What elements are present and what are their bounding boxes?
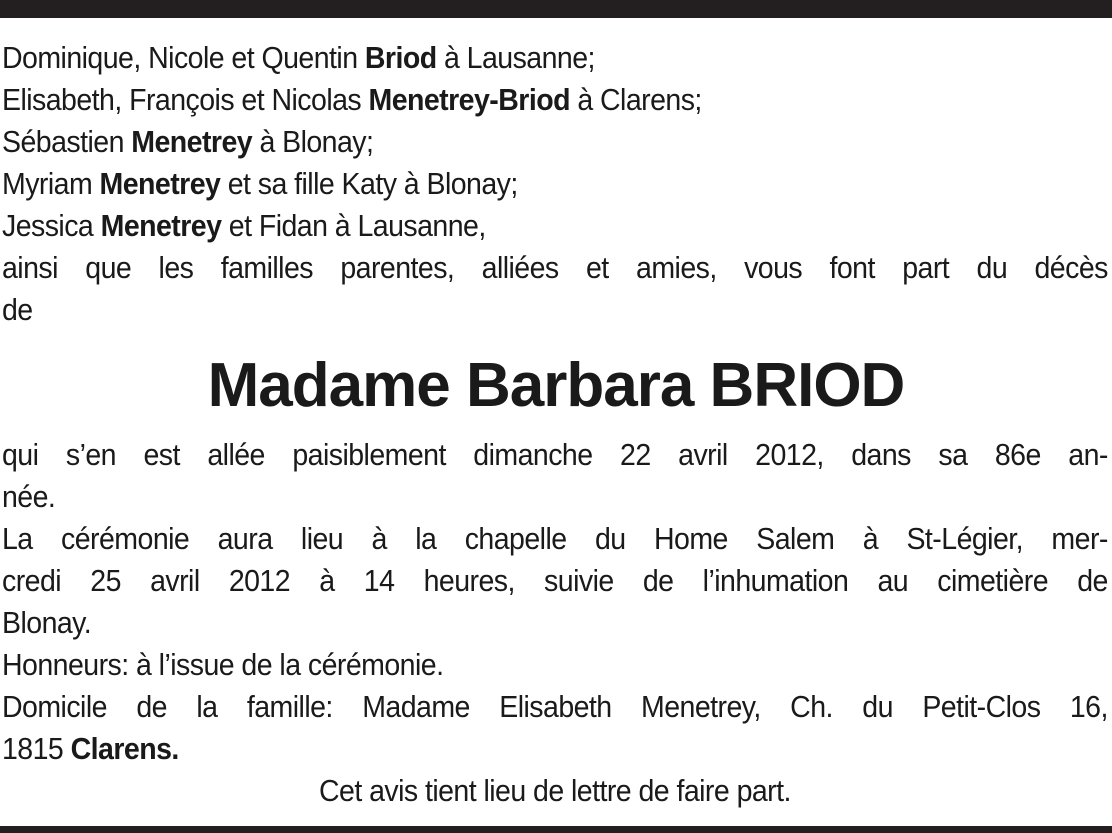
top-rule <box>0 0 1112 18</box>
family-line-4-place: et sa fille Katy à Blonay; <box>220 166 518 201</box>
domicile-line-1: Domicile de la famille: Madame Elisabeth Menetrey, Ch. du Petit-Clos 16, <box>2 689 1108 724</box>
family-line-5-place: et Fidan à Lausanne, <box>221 208 486 243</box>
family-line-5 <box>2 205 1108 247</box>
deceased-name: Madame Barbara BRIOD <box>207 351 905 420</box>
ceremony-line-2: credi 25 avril 2012 à 14 heures, suivie de l’inhumation au cimetière de <box>2 563 1108 598</box>
announce-line-2: de <box>2 292 33 327</box>
family-line-1-names: Dominique, Nicole et Quentin <box>2 40 365 75</box>
family-line-2-place: à Clarens; <box>569 82 702 117</box>
announce-line-1: ainsi que les familles parentes, alliées et amies, vous font part du décès <box>2 250 1108 285</box>
closing-line: Cet avis tient lieu de lettre de faire part. <box>318 773 791 808</box>
family-line-4-surname: Menetrey <box>99 166 221 201</box>
passing-line-1: qui s’en est allée paisiblement dimanche 22 avril 2012, dans sa 86e an- <box>2 437 1108 472</box>
family-line-2-surname: Menetrey-Briod <box>368 82 570 117</box>
family-line-2 <box>2 79 1108 121</box>
family-line-3-place: à Blonay; <box>252 124 374 159</box>
ceremony-line-1: La cérémonie aura lieu à la chapelle du Home Salem à St-Légier, mer- <box>2 521 1108 556</box>
ceremony-line-3: Blonay. <box>2 605 92 640</box>
passing-line-2: née. <box>2 479 56 514</box>
family-line-3 <box>2 121 1108 163</box>
family-line-1-surname: Briod <box>364 40 437 75</box>
family-block <box>2 37 1108 331</box>
family-line-2-names: Elisabeth, François et Nicolas <box>2 82 369 117</box>
details-block <box>2 434 1108 812</box>
family-line-5-surname: Menetrey <box>100 208 222 243</box>
family-line-1-place: à Lausanne; <box>436 40 595 75</box>
bottom-rule <box>0 826 1112 833</box>
family-line-1 <box>2 37 1108 79</box>
family-line-3-names: Sébastien <box>2 124 132 159</box>
domicile-line-2 <box>2 728 1108 770</box>
honours-line: Honneurs: à l’issue de la cérémonie. <box>2 647 444 682</box>
family-line-5-names: Jessica <box>2 208 101 243</box>
domicile-postcode: 1815 <box>2 731 71 766</box>
family-line-3-surname: Menetrey <box>131 124 253 159</box>
family-line-4 <box>2 163 1108 205</box>
domicile-city: Clarens. <box>70 731 179 766</box>
family-line-4-names: Myriam <box>2 166 100 201</box>
